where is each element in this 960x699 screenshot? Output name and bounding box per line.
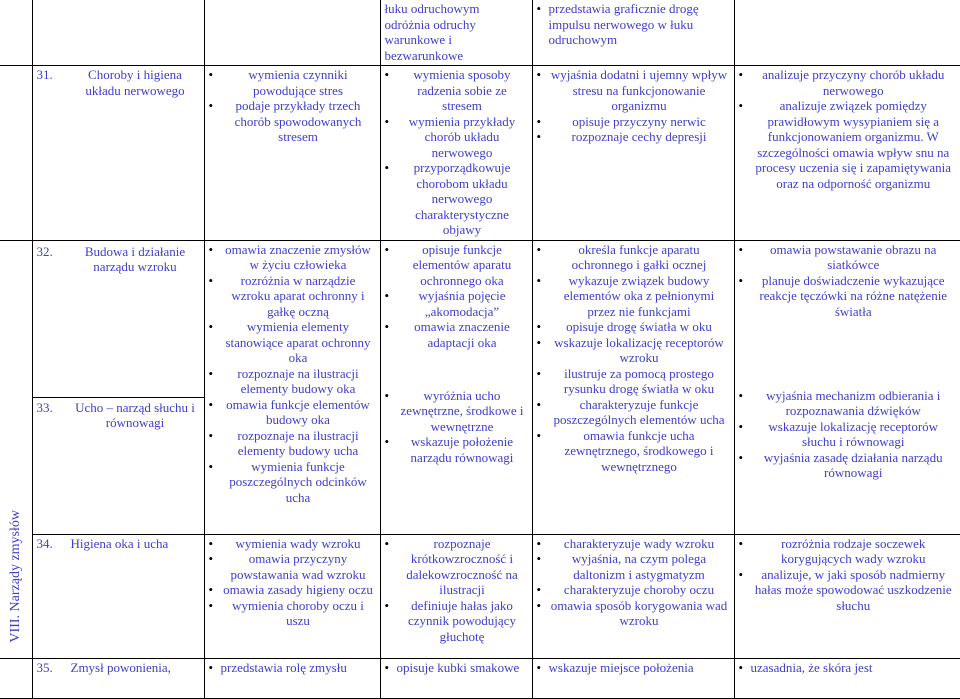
list-item: • wskazuje lokalizację receptorów wzroku <box>537 335 730 366</box>
list-item: • wyjaśnia zasadę działania narządu równowagi <box>739 450 957 481</box>
list-item: • przedstawia rolę zmysłu <box>209 660 376 676</box>
list-item: • wyjaśnia, na czym polega daltonizm i astygmatyzm <box>537 551 730 582</box>
list-item: • podaje przykłady trzech chorób spowodowanych stresem <box>209 98 376 145</box>
topic-cell <box>32 658 204 698</box>
table-row-31 <box>0 66 960 241</box>
list-item: • omawia powstawanie obrazu na siatkówce <box>739 242 957 273</box>
list-item: • rozpoznaje krótkowzroczność i dalekowzroczność na ilustracji <box>385 536 528 598</box>
list-item: • wyjaśnia mechanizm odbierania i rozpoznawania dźwięków <box>739 388 957 419</box>
list-item: • omawia zasady higieny oczu <box>209 582 376 598</box>
level-col4 <box>734 240 960 534</box>
continuation-col4 <box>532 0 734 66</box>
list-item: • analizuje, w jaki sposób nadmierny hałas może spowodować uszkodzenie słuchu <box>739 567 957 614</box>
list-item: • omawia sposób korygowania wad wzroku <box>537 598 730 629</box>
list-item: • wskazuje położenie narządu równowagi <box>385 434 528 465</box>
topic-cell <box>32 66 204 241</box>
list-item: • omawia funkcje elementów budowy oka <box>209 397 376 428</box>
list-item: • przedstawia graficznie drogę impulsu nerwowego w łuku odruchowym <box>537 1 730 48</box>
lesson-number: 32. <box>36 243 53 259</box>
list-item: • analizuje związek pomiędzy prawidłowym wysypianiem się a funkcjonowaniem organizmu. W szczególności omawia wpływ snu na procesy uczenia się i zapamiętywania oraz na odporność organizmu <box>739 98 957 191</box>
topic-cell <box>32 534 204 658</box>
list-item: • wymienia czynniki powodujące stres <box>209 67 376 98</box>
list-item: • wymienia choroby oczu i uszu <box>209 598 376 629</box>
list-item: • wymienia przykłady chorób układu nerwowego <box>385 114 528 161</box>
list-item: • definiuje hałas jako czynnik powodujący głuchotę <box>385 598 528 645</box>
list-item: • omawia przyczyny powstawania wad wzroku <box>209 551 376 582</box>
list-item: • wyróżnia ucho zewnętrzne, środkowe i wewnętrzne <box>385 388 528 435</box>
list-item: • omawia znaczenie adaptacji oka <box>385 319 528 350</box>
level-col3 <box>532 658 734 698</box>
lesson-number: 34. <box>36 535 53 551</box>
list-item: • wskazuje lokalizację receptorów słuchu i równowagi <box>739 419 957 450</box>
level-col2 <box>380 66 532 241</box>
list-item: • wyjaśnia pojęcie „akomodacja” <box>385 288 528 319</box>
list-item: • wymienia wady wzroku <box>209 536 376 552</box>
list-item: • wymienia sposoby radzenia sobie ze stresem <box>385 67 528 114</box>
lesson-topic: Ucho – narząd słuchu i równowagi <box>75 399 195 430</box>
section-label-cell <box>0 240 32 658</box>
list-item: • rozpoznaje cechy depresji <box>537 129 730 145</box>
level-col2 <box>380 534 532 658</box>
lesson-topic: Choroby i higiena układu nerwowego <box>85 67 185 98</box>
list-item: • ilustruje za pomocą prostego rysunku drogę światła w oku <box>537 366 730 397</box>
list-item: • charakteryzuje wady wzroku <box>537 536 730 552</box>
list-item: • wskazuje miejsce położenia <box>537 660 730 676</box>
continuation-row <box>0 0 960 66</box>
lesson-topic: Zmysł powonienia, <box>70 659 171 675</box>
list-item: • charakteryzuje choroby oczu <box>537 582 730 598</box>
level-col1 <box>204 658 380 698</box>
list-item: • rozróżnia w narządzie wzroku aparat ochronny i gałkę oczną <box>209 273 376 320</box>
list-item: • wykazuje związek budowy elementów oka z pełnionymi przez nie funkcjami <box>537 273 730 320</box>
lesson-topic: Higiena oka i ucha <box>70 535 169 551</box>
list-item: • omawia funkcje ucha zewnętrznego, środkowego i wewnętrznego <box>537 428 730 475</box>
level-col3 <box>532 534 734 658</box>
continuation-col3: łuku odruchowym odróżnia odruchy warunkowe i bezwarunkowe <box>380 0 532 66</box>
list-item: • określa funkcje aparatu ochronnego i gałki ocznej <box>537 242 730 273</box>
lesson-topic: Budowa i działanie narządu wzroku <box>84 243 186 274</box>
list-item: • uzasadnia, że skóra jest <box>739 660 957 676</box>
level-col4 <box>734 66 960 241</box>
list-item: • planuje doświadczenie wykazujące reakcje tęczówki na różne natężenie światła <box>739 273 957 320</box>
list-item: • wymienia elementy stanowiące aparat ochronny oka <box>209 319 376 366</box>
list-item: • opisuje kubki smakowe <box>385 660 528 676</box>
level-col1 <box>204 240 380 534</box>
level-col2 <box>380 240 532 534</box>
level-col1 <box>204 66 380 241</box>
list-item: • charakteryzuje funkcje poszczególnych elementów ucha <box>537 397 730 428</box>
list-item: • wymienia funkcje poszczególnych odcinków ucha <box>209 459 376 506</box>
list-item: • rozpoznaje na ilustracji elementy budowy ucha <box>209 428 376 459</box>
table-row-35 <box>0 658 960 698</box>
level-col3 <box>532 240 734 534</box>
lesson-number: 35. <box>36 659 53 675</box>
level-col1 <box>204 534 380 658</box>
level-col4 <box>734 658 960 698</box>
lesson-number: 31. <box>36 67 53 82</box>
table-row-34 <box>0 534 960 658</box>
level-col4 <box>734 534 960 658</box>
list-item: • przyporządkowuje chorobom układu nerwowego charakterystyczne objawy <box>385 160 528 238</box>
list-item: • opisuje funkcje elementów aparatu ochronnego oka <box>385 242 528 289</box>
topic-cell <box>32 240 204 534</box>
list-item: • opisuje przyczyny nerwic <box>537 114 730 130</box>
level-col3 <box>532 66 734 241</box>
list-item: • rozpoznaje na ilustracji elementy budowy oka <box>209 366 376 397</box>
section-label: VIII. Narządy zmysłów <box>8 509 23 643</box>
list-item: • opisuje drogę światła w oku <box>537 319 730 335</box>
list-item: • wyjaśnia dodatni i ujemny wpływ stresu na funkcjonowanie organizmu <box>537 67 730 114</box>
list-item: • analizuje przyczyny chorób układu nerwowego <box>739 67 957 98</box>
lesson-number: 33. <box>36 399 53 415</box>
list-item: • omawia znaczenie zmysłów w życiu człowieka <box>209 242 376 273</box>
level-col2 <box>380 658 532 698</box>
list-item: • rozróżnia rodzaje soczewek korygujących wady wzroku <box>739 536 957 567</box>
table-row-32-33 <box>0 240 960 534</box>
